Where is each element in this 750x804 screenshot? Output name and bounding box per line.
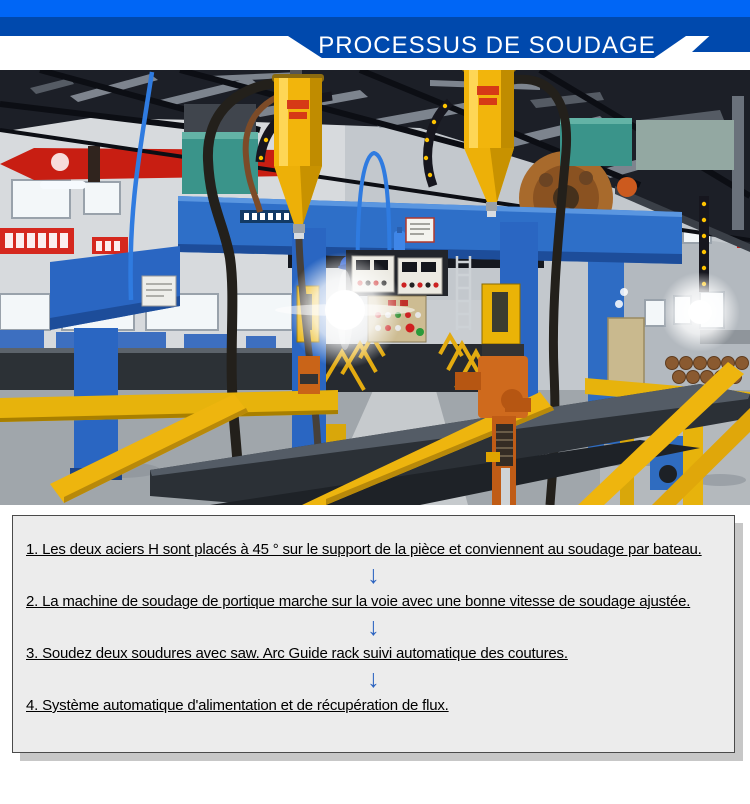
down-arrow-icon: ↓	[367, 561, 380, 589]
header-bar-light	[0, 0, 750, 17]
process-step-4: 4. Système automatique d'alimentation et de récupération de flux.	[26, 697, 449, 714]
factory-photo	[0, 70, 750, 505]
process-step-1: 1. Les deux aciers H sont placés à 45 ° sur le support de la pièce et conviennent au soudage par bateau.	[26, 541, 702, 558]
arrow-row	[26, 666, 721, 693]
page-title: PROCESSUS DE SOUDAGE	[318, 32, 656, 59]
down-arrow-icon: ↓	[367, 665, 380, 693]
header-ribbon-corner	[692, 36, 750, 52]
process-step-2: 2. La machine de soudage de portique marche sur la voie avec une bonne vitesse de soudage ajustée.	[26, 593, 691, 610]
arrow-row	[26, 614, 721, 641]
down-arrow-icon: ↓	[367, 613, 380, 641]
process-steps-panel	[12, 515, 735, 753]
process-step-3: 3. Soudez deux soudures avec saw. Arc Guide rack suivi automatique des coutures.	[26, 645, 568, 662]
arrow-row	[26, 562, 721, 589]
